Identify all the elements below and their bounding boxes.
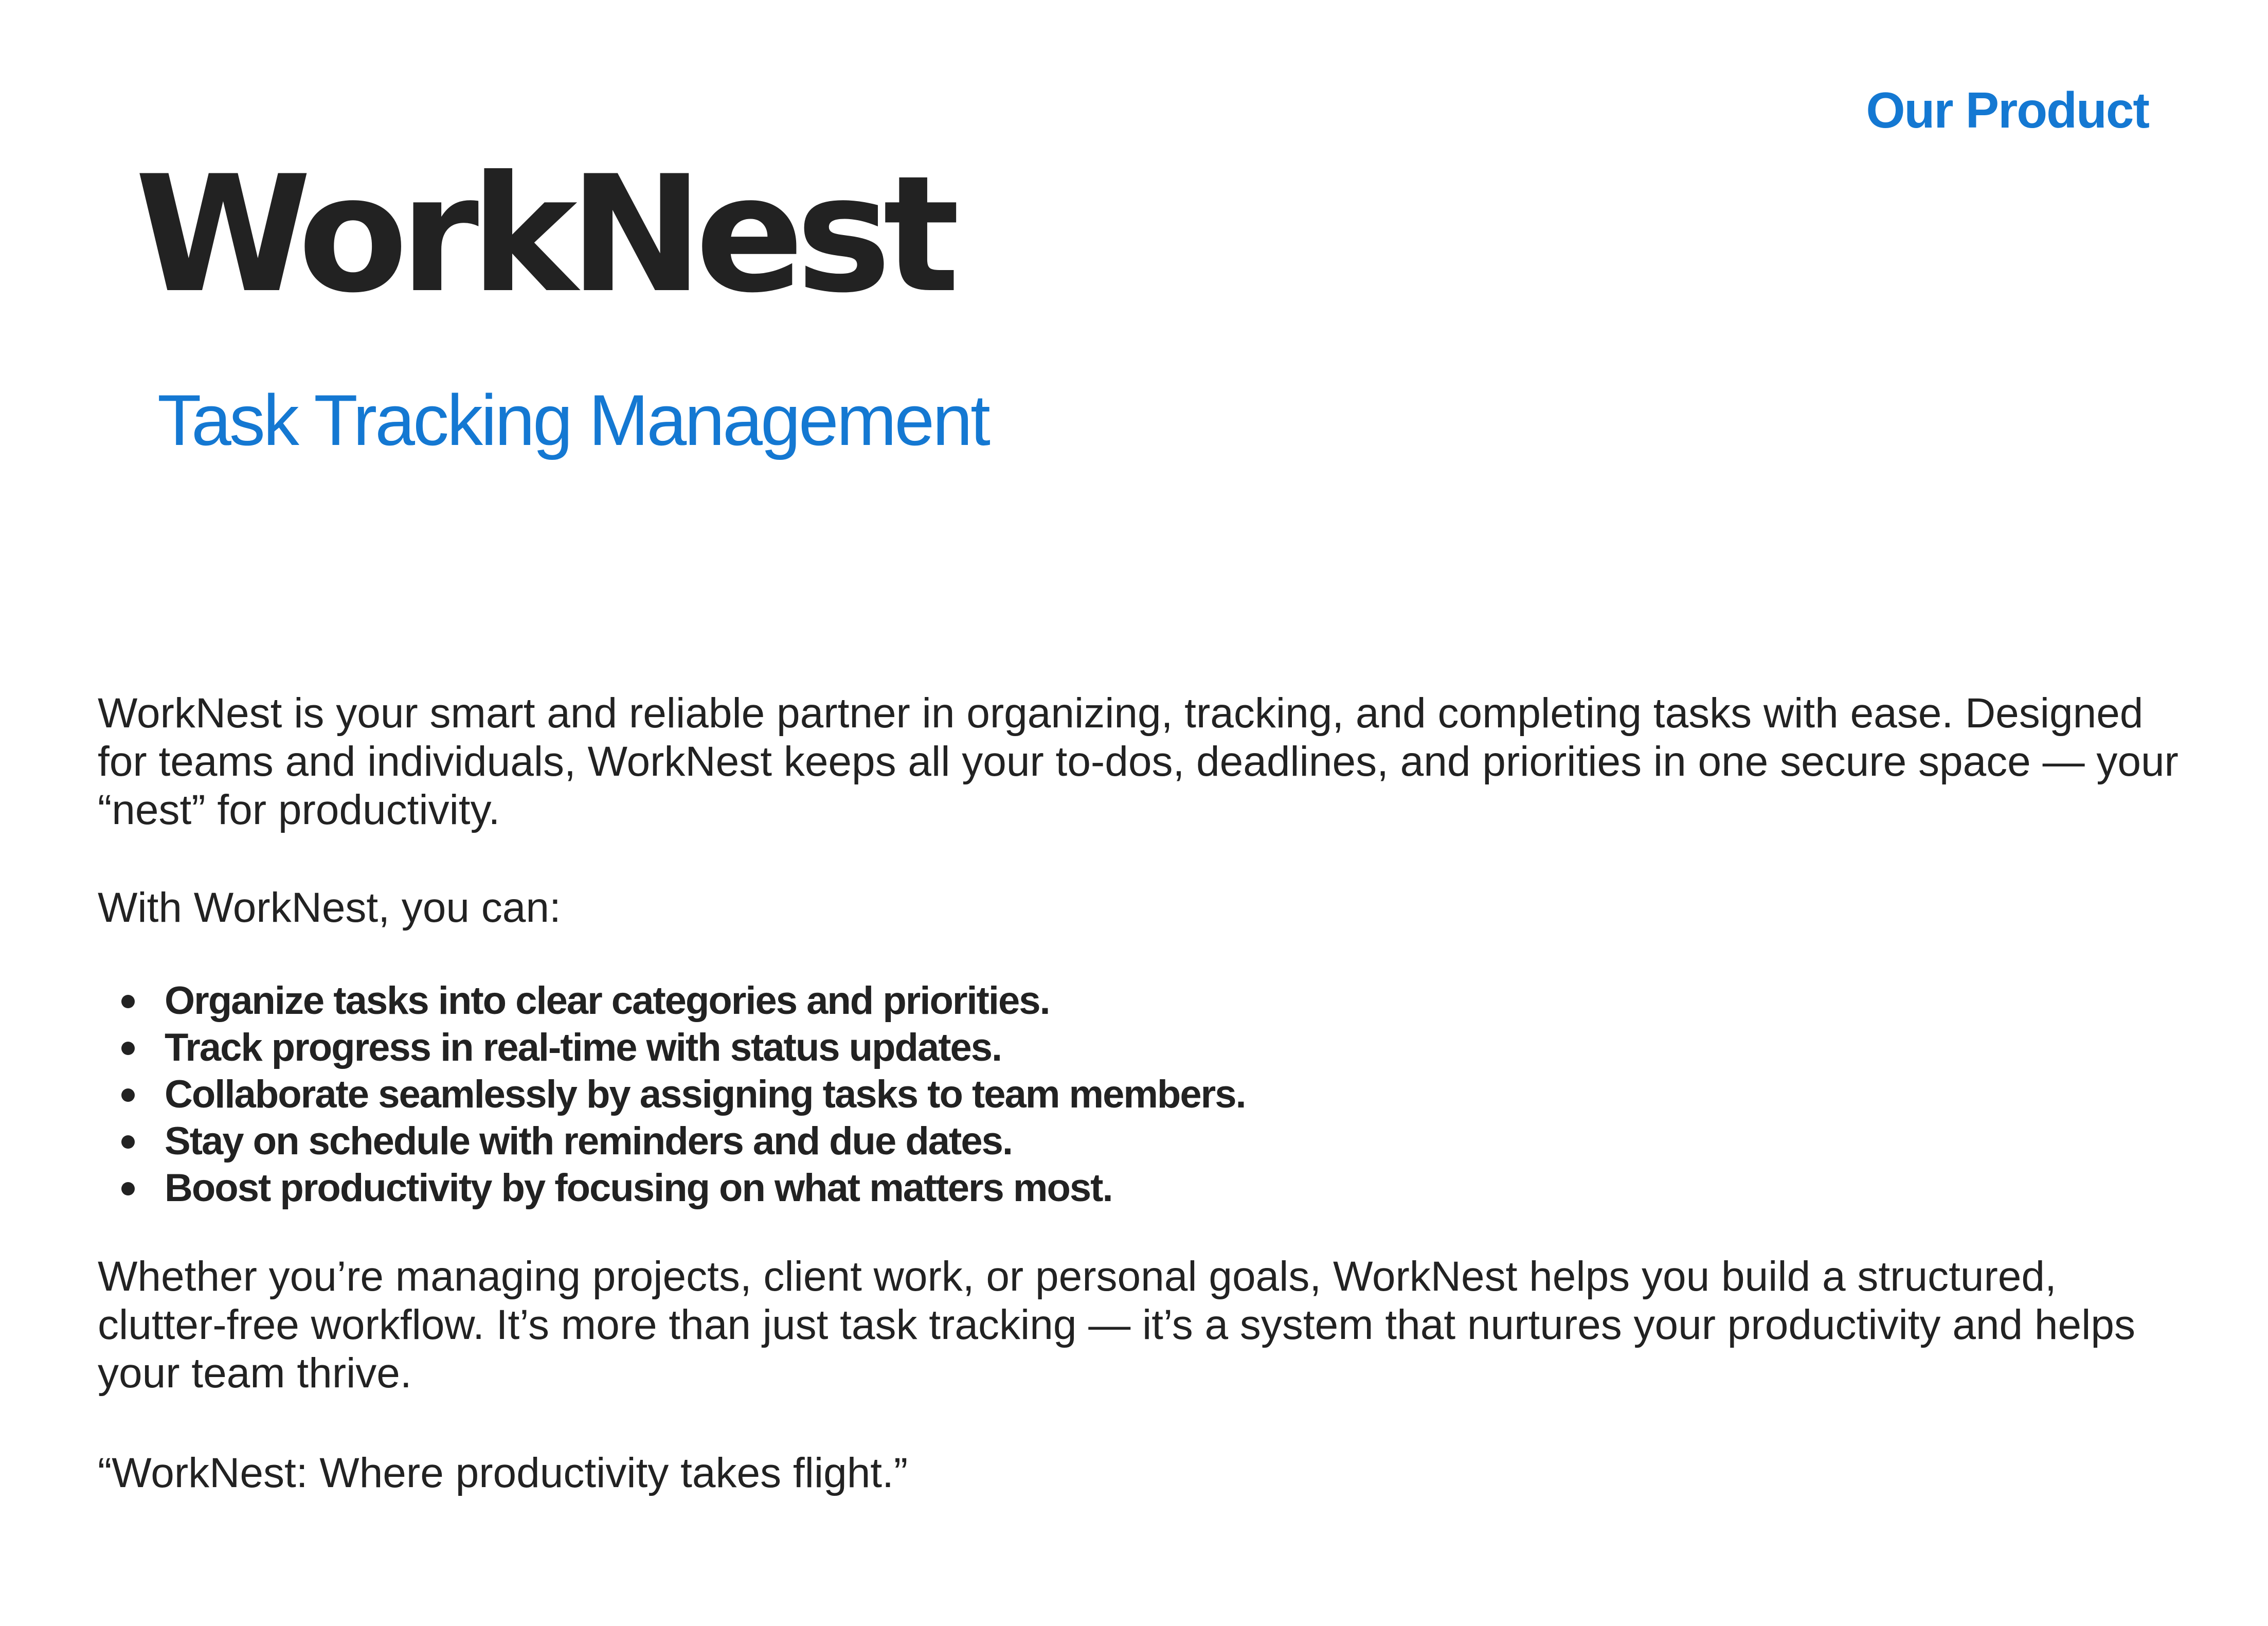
bullet-icon xyxy=(121,1042,135,1055)
list-item xyxy=(98,977,2181,1024)
intro-paragraph: WorkNest is your smart and reliable partner in organizing, tracking, and completing tasks with ease. Designed for teams and individuals, WorkNest keeps all your to-dos, deadlines, and priorities in one secure space — your “nest” for productivity. xyxy=(98,690,2179,833)
bullet-icon xyxy=(121,1088,135,1102)
bullet-icon xyxy=(121,1182,135,1195)
list-item xyxy=(98,1118,2181,1165)
tagline: “WorkNest: Where productivity takes flight.” xyxy=(98,1450,908,1496)
page-title: WorkNest xyxy=(135,141,952,328)
bullet-icon xyxy=(121,995,135,1008)
features-lead: With WorkNest, you can: xyxy=(98,884,561,931)
list-item xyxy=(98,1165,2181,1211)
list-item xyxy=(98,1071,2181,1118)
feature-text: Track progress in real-time with status updates. xyxy=(165,1026,1002,1069)
section-label: Our Product xyxy=(1866,82,2149,138)
feature-text: Organize tasks into clear categories and priorities. xyxy=(165,979,1050,1023)
product-description xyxy=(98,689,2181,1497)
feature-text: Boost productivity by focusing on what matters most. xyxy=(165,1166,1112,1210)
feature-text: Stay on schedule with reminders and due dates. xyxy=(165,1119,1012,1163)
outro-paragraph: Whether you’re managing projects, client work, or personal goals, WorkNest helps you build a structured, clutter-free workflow. It’s more than just task tracking — it’s a system that nurtures your productivity and helps your team thrive. xyxy=(98,1253,2135,1397)
feature-list xyxy=(98,977,2181,1211)
bullet-icon xyxy=(121,1135,135,1149)
feature-text: Collaborate seamlessly by assigning tasks to team members. xyxy=(165,1073,1246,1116)
list-item xyxy=(98,1024,2181,1071)
page-subtitle: Task Tracking Management xyxy=(157,380,988,460)
